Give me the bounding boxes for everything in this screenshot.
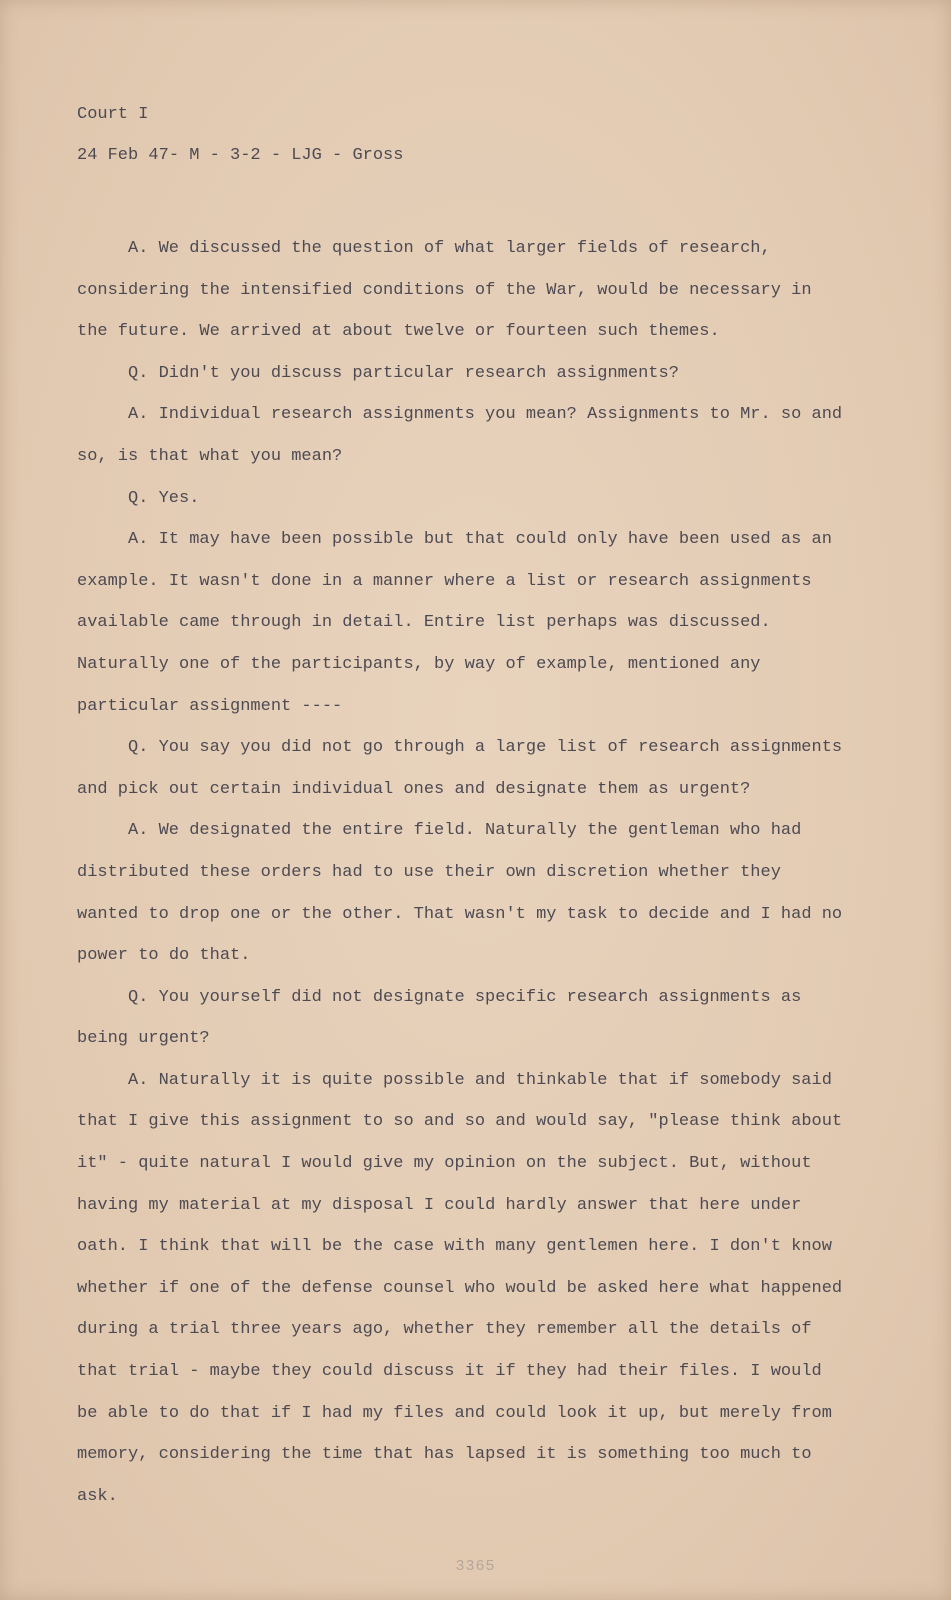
transcript-paragraph: Q. Yes.	[128, 488, 200, 508]
transcript-paragraph: A. Individual research assignments you mean? Assignments to Mr. so and so, is that what you mean?	[77, 405, 843, 466]
transcript-body	[77, 228, 847, 1517]
document-header	[77, 104, 403, 186]
transcript-paragraph: A. We discussed the question of what larger fields of research, considering the intensified conditions of the War, would be necessary in the future. We arrived at about twelve or fourteen such themes.	[77, 239, 812, 342]
transcript-paragraph: Q. You say you did not go through a large list of research assignments and pick out certain individual ones and designate them as urgent?	[77, 738, 843, 799]
page-number: 3365	[455, 1558, 496, 1575]
session-line: 24 Feb 47- M - 3-2 - LJG - Gross	[77, 146, 404, 165]
transcript-paragraph: A. Naturally it is quite possible and thinkable that if somebody said that I give this assignment to so and so and would say, "please think about it" - quite natural I would give my opinion on the subject. But, without having my material at my disposal I could hardly answer that here under oath. I think that will be the case with many gentlemen here. I don't know whether if one of the defense counsel who would be asked here what happened during a trial three years ago, whether they remember all the details of that trial - maybe they could discuss it if they had their files. I would be able to do that if I had my files and could look it up, but merely from memory, considering the time that has lapsed it is something too much to ask.	[77, 1070, 843, 1506]
court-label: Court I	[77, 105, 149, 124]
transcript-paragraph: Q. You yourself did not designate specific research assignments as being urgent?	[77, 987, 802, 1049]
transcript-paragraph: A. We designated the entire field. Naturally the gentleman who had distributed these orders had to use their own discretion whether they wanted to drop one or the other. That wasn't my task to decide and I had no power to do that.	[77, 821, 843, 966]
transcript-paragraph: Q. Didn't you discuss particular research assignments?	[128, 363, 679, 383]
transcript-paragraph: A. It may have been possible but that could only have been used as an example. It wasn't done in a manner where a list or research assignments available came through in detail. Entire list perhaps was discussed. Naturally one of the participants, by way of example, mentioned any particular assignment ----	[77, 530, 832, 716]
